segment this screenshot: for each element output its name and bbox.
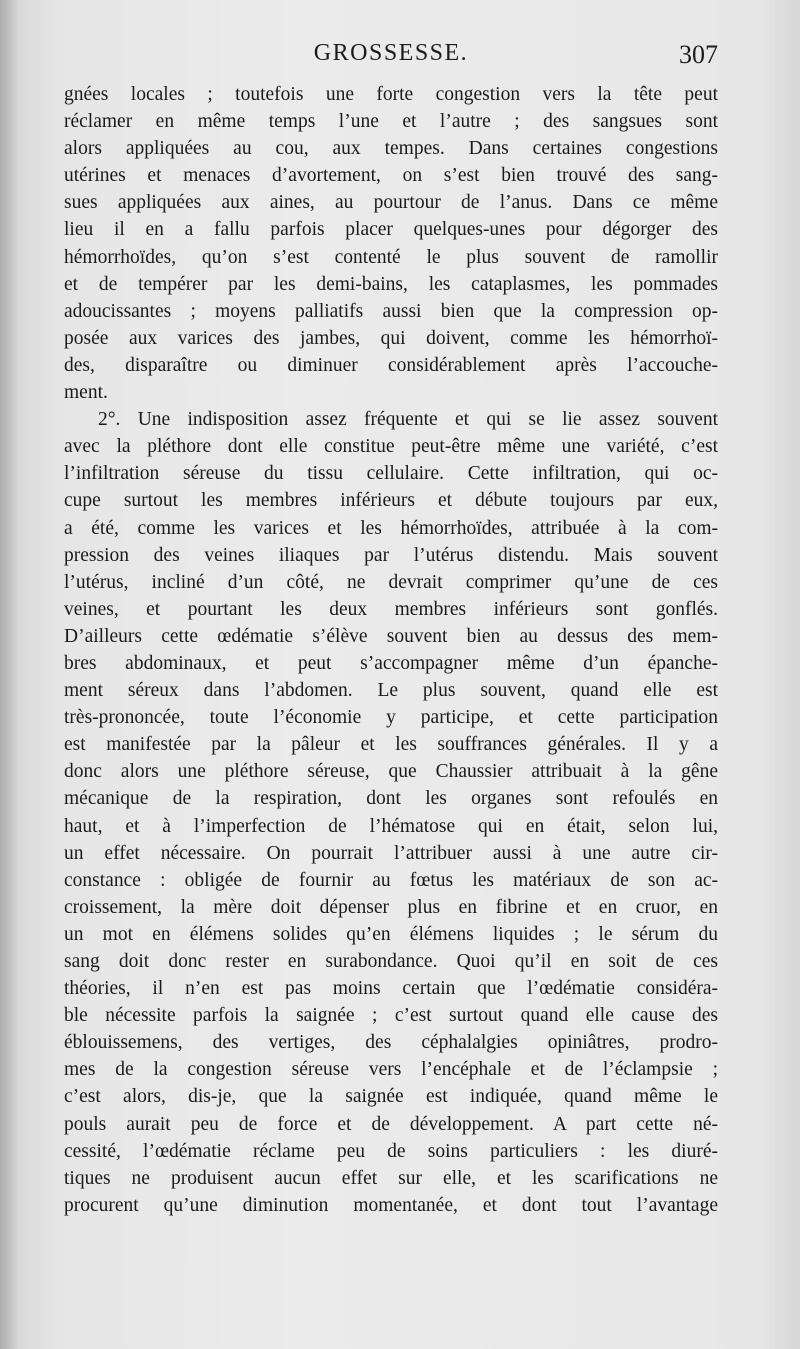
text-line: gnées locales ; toutefois une forte congestion vers la tête peut bbox=[64, 84, 718, 105]
text-line: hémorrhoïdes, qu’on s’est contenté le plus souvent de ramollir bbox=[64, 246, 718, 268]
text-line: mes de la congestion séreuse vers l’encéphale et de l’éclampsie ; bbox=[64, 1059, 718, 1081]
binding-shadow bbox=[0, 0, 20, 1349]
text-line: sues appliquées aux aines, au pourtour de l’anus. Dans ce même bbox=[64, 192, 718, 214]
text-line: croissement, la mère doit dépenser plus en fibrine et en cruor, en bbox=[64, 896, 718, 918]
text-line: éblouissemens, des vertiges, des céphalalgies opiniâtres, prodro- bbox=[64, 1032, 718, 1054]
text-line: posée aux varices des jambes, qui doivent, comme les hémorrhoï- bbox=[64, 327, 718, 349]
body-text bbox=[64, 81, 718, 1219]
text-line: bres abdominaux, et peut s’accompagner même d’un épanche- bbox=[64, 652, 718, 674]
text-line: est manifestée par la pâleur et les souffrances générales. Il y a bbox=[64, 734, 718, 756]
text-line: un mot en élémens solides qu’en élémens liquides ; le sérum du bbox=[64, 923, 718, 945]
text-line: lieu il en a fallu parfois placer quelques-unes pour dégorger des bbox=[64, 219, 718, 241]
text-line: veines, et pourtant les deux membres inférieurs sont gonflés. bbox=[64, 598, 718, 620]
text-line: procurent qu’une diminution momentanée, et dont tout l’avantage bbox=[64, 1194, 718, 1216]
text-line: avec la pléthore dont elle constitue peut-être même une variété, c’est bbox=[64, 436, 718, 458]
text-line: ment séreux dans l’abdomen. Le plus souvent, quand elle est bbox=[64, 680, 718, 702]
text-line: constance : obligée de fournir au fœtus les matériaux de son ac- bbox=[64, 869, 718, 891]
running-header bbox=[64, 40, 718, 76]
text-line: ment. bbox=[64, 382, 108, 404]
text-line: sang doit donc rester en surabondance. Quoi qu’il en soit de ces bbox=[64, 951, 718, 972]
text-line: l’utérus, incliné d’un côté, ne devrait comprimer qu’une de ces bbox=[64, 571, 718, 593]
text-line: très-prononcée, toute l’économie y participe, et cette participation bbox=[64, 707, 718, 729]
text-line: pouls aurait peu de force et de développement. A part cette né- bbox=[64, 1113, 718, 1135]
text-line: c’est alors, dis-je, que la saignée est indiquée, quand même le bbox=[64, 1086, 718, 1108]
text-line: alors appliquées au cou, aux tempes. Dans certaines congestions bbox=[64, 138, 718, 160]
text-line: cupe surtout les membres inférieurs et débute toujours par eux, bbox=[64, 490, 718, 512]
text-line: haut, et à l’imperfection de l’hématose qui en était, selon lui, bbox=[64, 815, 718, 837]
text-line: pression des veines iliaques par l’utérus distendu. Mais souvent bbox=[64, 544, 718, 566]
paragraph-start-line: 2°. Une indisposition assez fréquente et qui se lie assez souvent bbox=[98, 409, 718, 431]
text-line: un effet nécessaire. On pourrait l’attribuer aussi à une autre cir- bbox=[64, 842, 718, 864]
text-line: a été, comme les varices et les hémorrhoïdes, attribuée à la com- bbox=[64, 517, 718, 539]
text-line: réclamer en même temps l’une et l’autre ; des sangsues sont bbox=[64, 111, 718, 133]
text-line: ble nécessite parfois la saignée ; c’est surtout quand elle cause des bbox=[64, 1005, 718, 1027]
text-line: des, disparaître ou diminuer considérablement après l’accouche- bbox=[64, 354, 718, 376]
text-line: mécanique de la respiration, dont les organes sont refoulés en bbox=[64, 788, 718, 810]
text-line: cessité, l’œdématie réclame peu de soins particuliers : les diuré- bbox=[64, 1140, 718, 1162]
text-line: l’infiltration séreuse du tissu cellulaire. Cette infiltration, qui oc- bbox=[64, 463, 718, 485]
text-line: tiques ne produisent aucun effet sur elle, et les scarifications ne bbox=[64, 1167, 718, 1189]
text-line: donc alors une pléthore séreuse, que Chaussier attribuait à la gêne bbox=[64, 761, 718, 783]
page-number: 307 bbox=[679, 40, 718, 69]
running-title: GROSSESSE. bbox=[313, 40, 469, 66]
text-line: D’ailleurs cette œdématie s’élève souvent bien au dessus des mem- bbox=[64, 625, 718, 647]
text-line: théories, il n’en est pas moins certain que l’œdématie considéra- bbox=[64, 978, 718, 1000]
text-line: et de tempérer par les demi-bains, les cataplasmes, les pommades bbox=[64, 273, 718, 295]
text-line: adoucissantes ; moyens palliatifs aussi bien que la compression op- bbox=[64, 300, 718, 322]
text-line: utérines et menaces d’avortement, on s’est bien trouvé des sang- bbox=[64, 165, 718, 187]
